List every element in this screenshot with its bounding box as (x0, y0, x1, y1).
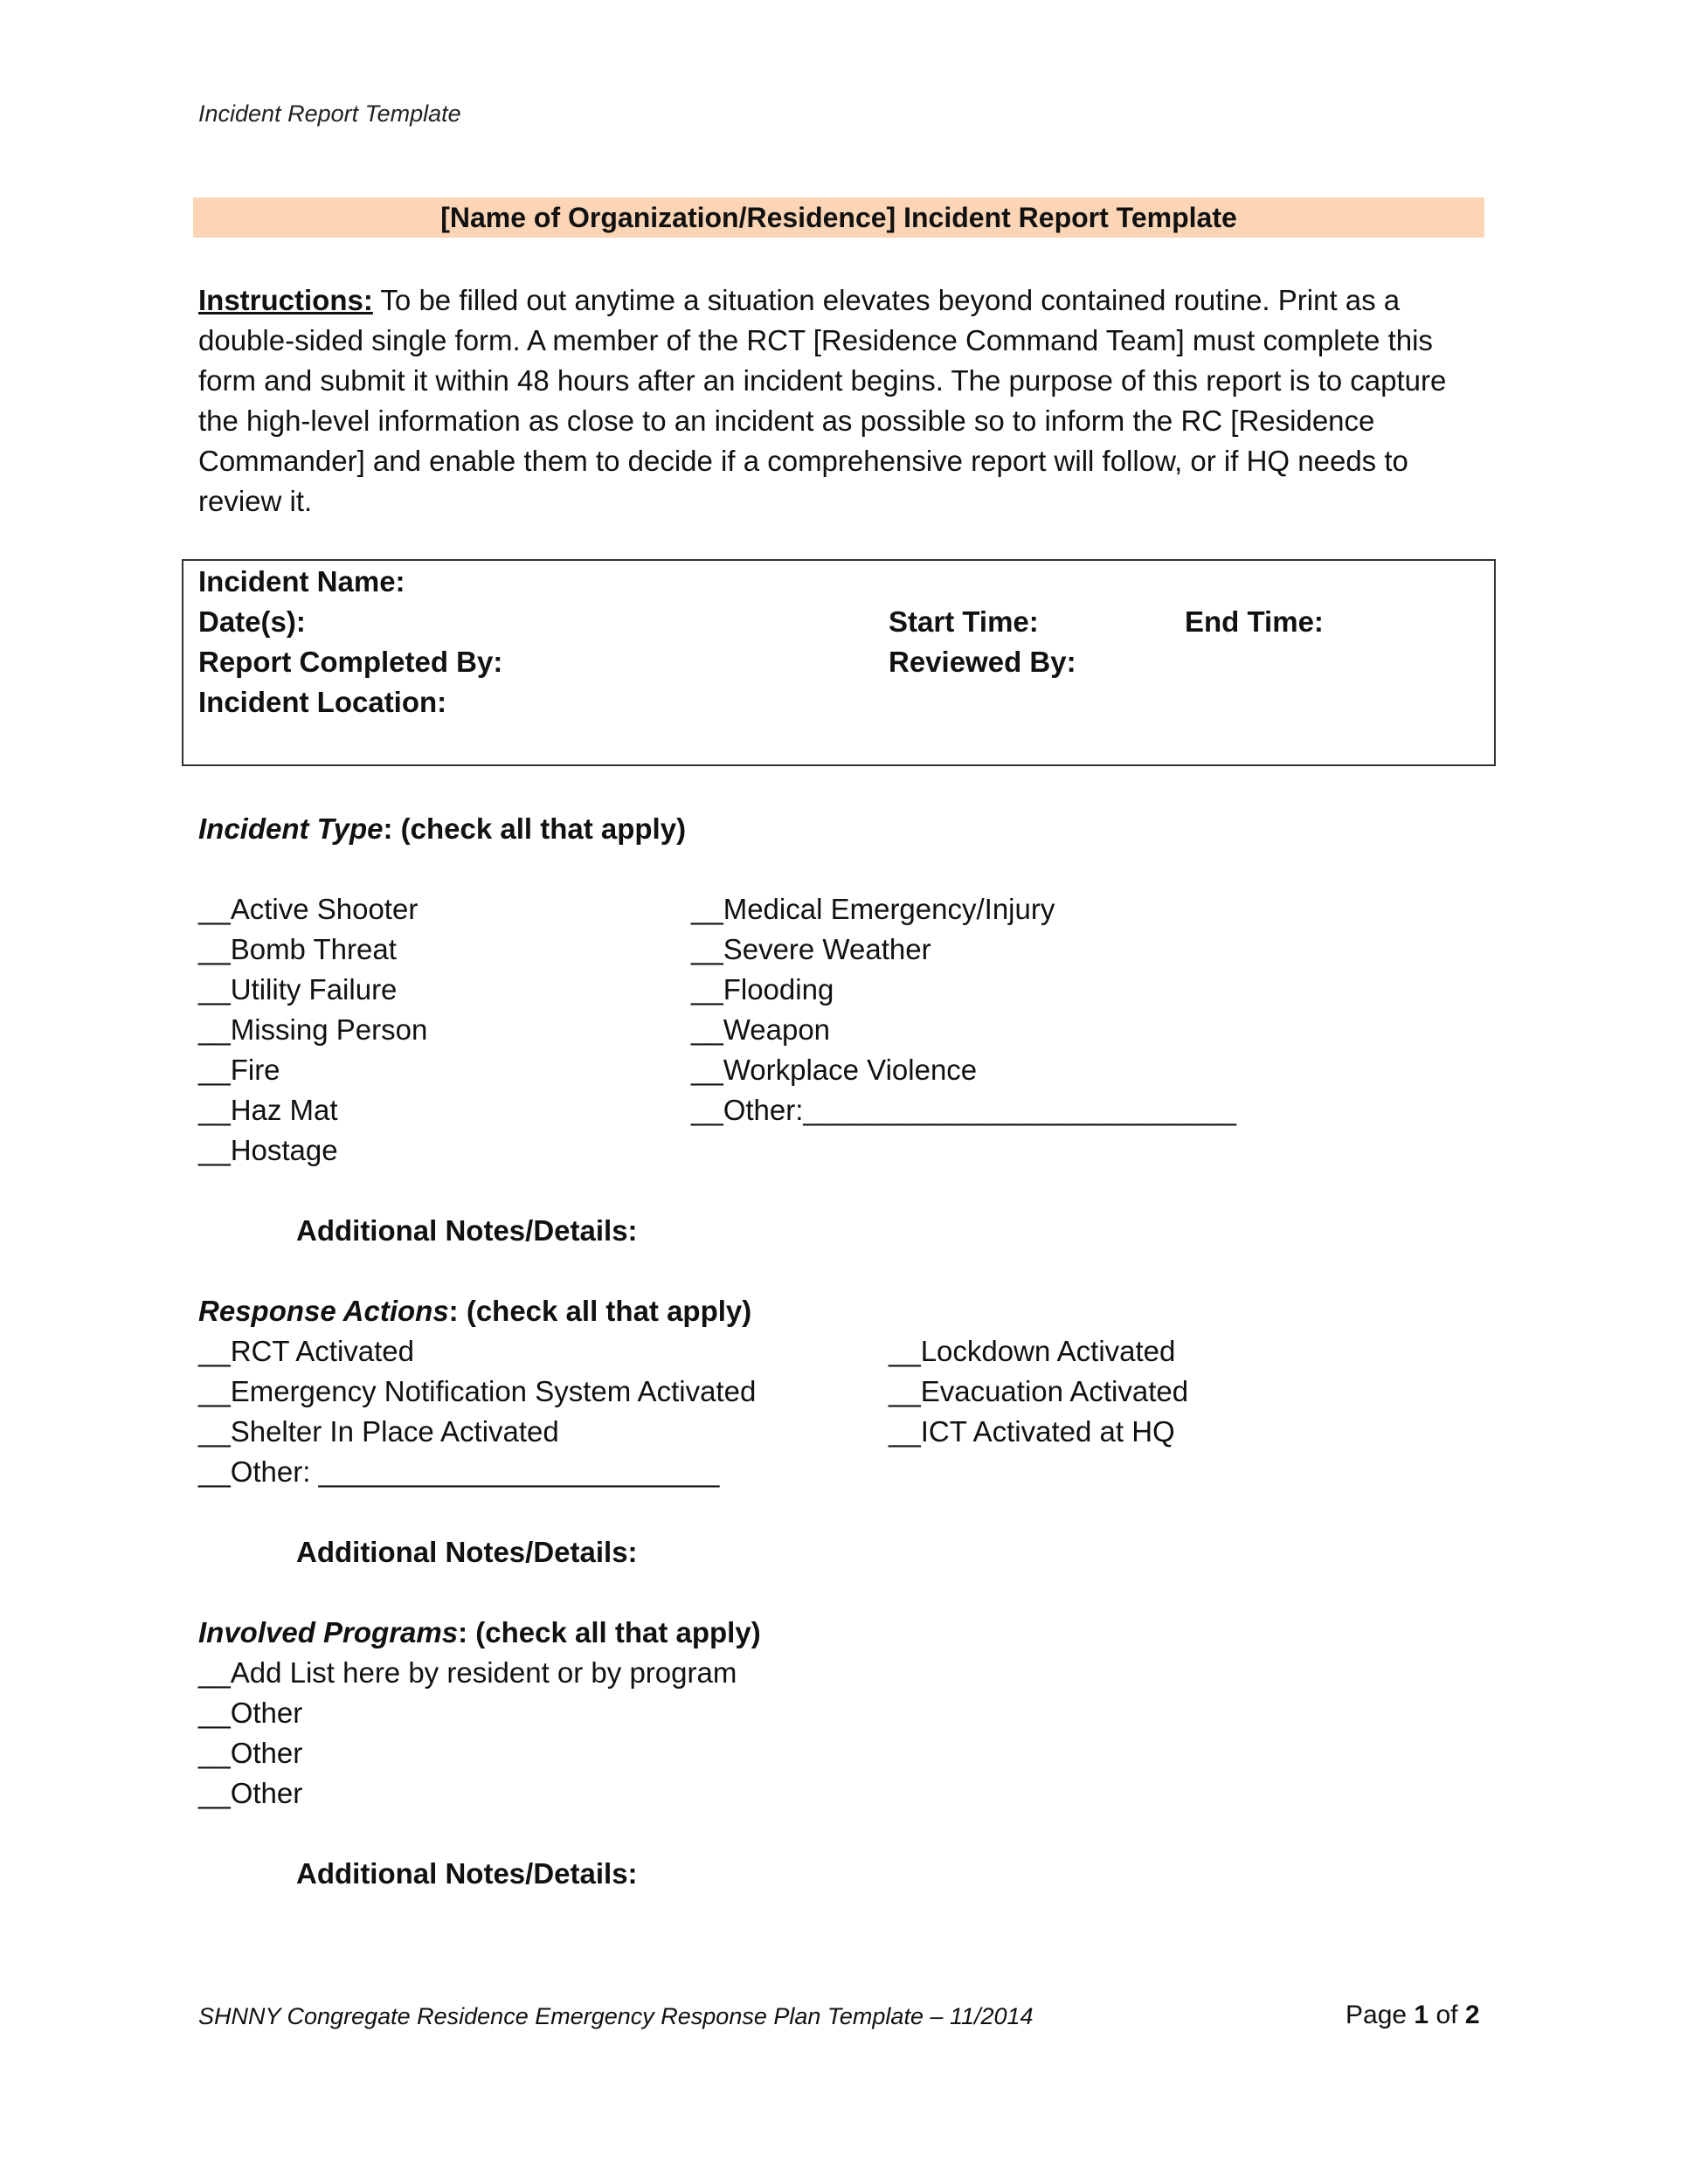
page-total: 2 (1464, 2001, 1480, 2029)
report-completed-by-field: Report Completed By: (198, 646, 503, 678)
incident-name-field: Incident Name: (198, 565, 405, 598)
checklist-item[interactable]: __Medical Emergency/Injury (691, 893, 1055, 925)
checklist-item[interactable]: __ICT Activated at HQ (889, 1415, 1175, 1448)
response-actions-heading (198, 1291, 751, 1331)
involved-programs-qualifier: : (check all that apply) (458, 1616, 761, 1648)
page-word: Page (1346, 2001, 1408, 2029)
reviewed-by-field: Reviewed By: (889, 646, 1076, 678)
checklist-item[interactable]: __Severe Weather (691, 933, 931, 965)
checklist-item[interactable]: __Workplace Violence (691, 1054, 978, 1086)
end-time-field: End Time: (1185, 605, 1324, 638)
checklist-item[interactable]: __Haz Mat (198, 1094, 338, 1126)
checklist-item[interactable]: __Lockdown Activated (889, 1335, 1176, 1367)
instructions-paragraph (198, 280, 1491, 522)
involved-programs-notes-label: Additional Notes/Details: (296, 1857, 638, 1890)
checklist-item[interactable]: __RCT Activated (198, 1335, 415, 1367)
response-actions-title: Response Actions (198, 1295, 449, 1327)
dates-field: Date(s): (198, 605, 306, 638)
form-title: [Name of Organization/Residence] Incident Report Template (440, 201, 1237, 233)
instructions-label: Instructions: (198, 284, 373, 316)
start-time-field: Start Time: (889, 605, 1039, 638)
incident-type-qualifier: : (check all that apply) (383, 812, 687, 845)
involved-programs-title: Involved Programs (198, 1616, 459, 1648)
checklist-item[interactable]: __Bomb Threat (198, 933, 397, 965)
incident-location-field: Incident Location: (198, 686, 447, 718)
incident-type-title: Incident Type (198, 812, 384, 845)
footer-document-title: SHNNY Congregate Residence Emergency Response Plan Template – 11/2014 (198, 2003, 1034, 2029)
response-actions-notes-label: Additional Notes/Details: (296, 1536, 638, 1568)
checklist-item[interactable]: __Shelter In Place Activated (198, 1415, 559, 1448)
checklist-item[interactable]: __Other (198, 1777, 303, 1809)
checklist-item[interactable]: __Emergency Notification System Activated (198, 1375, 757, 1407)
checklist-item[interactable]: __Other:___________________________ (691, 1094, 1236, 1126)
checklist-item[interactable]: __Utility Failure (198, 973, 398, 1006)
running-header: Incident Report Template (198, 100, 461, 127)
checklist-item[interactable]: __Missing Person (198, 1013, 428, 1046)
response-actions-qualifier: : (check all that apply) (448, 1295, 752, 1327)
checklist-item[interactable]: __Other (198, 1737, 303, 1769)
form-title-band (193, 197, 1484, 238)
involved-programs-heading (198, 1613, 761, 1653)
page-number (1346, 1998, 1480, 2033)
checklist-item[interactable]: __Other (198, 1697, 303, 1729)
checklist-item[interactable]: __Active Shooter (198, 893, 419, 925)
checklist-item[interactable]: __Weapon (691, 1013, 831, 1046)
checklist-item[interactable]: __Hostage (198, 1134, 338, 1166)
page-of: of (1435, 2001, 1458, 2029)
checklist-item[interactable]: __Add List here by resident or by program (198, 1656, 737, 1689)
checklist-item[interactable]: __Other: _________________________ (198, 1455, 720, 1488)
checklist-item[interactable]: __Flooding (691, 973, 834, 1006)
page-current: 1 (1414, 2001, 1429, 2029)
checklist-item[interactable]: __Fire (198, 1054, 280, 1086)
checklist-item[interactable]: __Evacuation Activated (889, 1375, 1189, 1407)
incident-type-notes-label: Additional Notes/Details: (296, 1214, 638, 1247)
instructions-text: To be filled out anytime a situation elevates beyond contained routine. Print as a double-sided single form. A member of the RCT [Residence Command Team] must complete this form and submit it within 48 hours after an incident begins. The purpose of this report is to capture the high-level information as close to an incident as possible so to inform the RC [Residence Commander] and enable them to decide if a comprehensive report will follow, or if HQ needs to review it. (198, 284, 1447, 517)
incident-type-heading (198, 809, 686, 849)
